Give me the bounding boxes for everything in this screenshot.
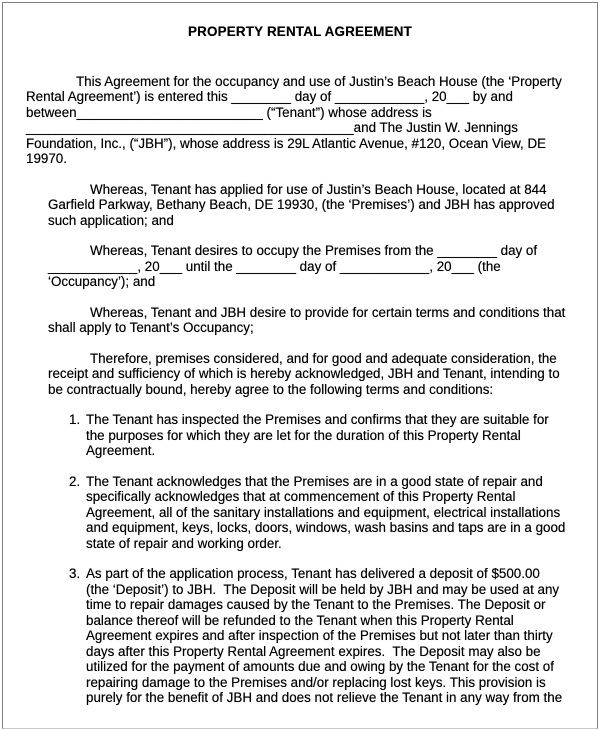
paragraph xyxy=(48,305,600,336)
text-line: receipt and sufficiency of which is hereby acknowledged, JBH and Tenant, intending to xyxy=(48,366,560,381)
text-line: Whereas, Tenant has applied for use of Justin’s Beach House, located at 844 xyxy=(90,181,547,197)
text-line: As part of the application process, Tenant has delivered a deposit of $500.00 xyxy=(86,566,540,581)
text-line: between_________________________ (“Tenant”) whose address is xyxy=(26,104,432,120)
list-item xyxy=(69,566,600,706)
text-line: Whereas, Tenant and JBH desire to provide for certain terms and conditions that xyxy=(90,304,566,320)
text-line: be contractually bound, hereby agree to the following terms and conditions: xyxy=(48,381,494,397)
list-item-number: 3. xyxy=(69,566,81,581)
text-line: This Agreement for the occupancy and use of Justin’s Beach House (the ‘Property xyxy=(76,73,562,89)
paragraph xyxy=(48,243,600,290)
text-line: state of repair and working order. xyxy=(86,535,282,551)
paragraph xyxy=(48,182,600,229)
text-line: days after this Property Rental Agreement expires. The Deposit may also be xyxy=(86,643,541,659)
text-line: Rental Agreement’) is entered this ________ day of ____________, 20___ by and xyxy=(26,89,513,104)
text-line: ____________________________________________and The Justin W. Jennings xyxy=(26,120,518,135)
text-line: Whereas, Tenant desires to occupy the Premises from the ________ day of xyxy=(90,243,538,258)
text-line: Agreement. xyxy=(86,443,156,458)
list-item-number: 1. xyxy=(69,412,81,427)
text-line: The Tenant acknowledges that the Premises are in a good state of repair and xyxy=(86,473,543,489)
text-line: (the ‘Deposit’) to JBH. The Deposit will be held by JBH and may be used at any xyxy=(86,581,560,597)
text-line: 19970. xyxy=(26,151,67,166)
list-item-number: 2. xyxy=(69,473,81,489)
text-line: shall apply to Tenant’s Occupancy; xyxy=(48,320,254,335)
text-line: Foundation, Inc., (“JBH”), whose address is 29L Atlantic Avenue, #120, Ocean View, DE xyxy=(26,135,547,151)
text-line: ‘Occupancy’); and xyxy=(48,274,156,289)
paragraph xyxy=(48,351,600,398)
text-line: purely for the benefit of JBH and does not relieve the Tenant in any way from the xyxy=(86,690,563,705)
text-line: such application; and xyxy=(48,212,174,228)
text-line: and equipment, keys, locks, doors, windows, wash basins and taps are in a good xyxy=(86,520,566,535)
text-line: the purposes for which they are let for the duration of this Property Rental xyxy=(86,427,521,443)
paragraph xyxy=(26,74,600,167)
text-line: Therefore, premises considered, and for good and adequate consideration, the xyxy=(90,350,557,366)
document-body xyxy=(0,74,600,706)
document-title: PROPERTY RENTAL AGREEMENT xyxy=(188,24,412,39)
text-line: Agreement expires and after inspection of the Premises but not later than thirty xyxy=(86,628,553,643)
text-line: specifically acknowledges that at commencement of this Property Rental xyxy=(86,489,516,504)
list-item xyxy=(69,473,600,552)
text-line: repairing damage to the Premises and/or replacing lost keys. This provision is xyxy=(86,674,546,690)
text-line: Agreement, all of the sanitary installations and equipment, electrical installations xyxy=(86,504,561,520)
text-line: Garfield Parkway, Bethany Beach, DE 19930, (the ‘Premises’) and JBH has approved xyxy=(48,197,555,212)
text-line: balance thereof will be refunded to the Tenant when this Property Rental xyxy=(86,612,514,628)
text-line: The Tenant has inspected the Premises and confirms that they are suitable for xyxy=(86,412,549,427)
text-line: time to repair damages caused by the Tenant to the Premises. The Deposit or xyxy=(86,597,546,612)
text-line: utilized for the payment of amounts due and owing by the Tenant for the cost of xyxy=(86,659,554,674)
text-line: ____________, 20___ until the ________ day of ____________, 20___ (the xyxy=(48,258,501,274)
list-item xyxy=(69,412,600,459)
